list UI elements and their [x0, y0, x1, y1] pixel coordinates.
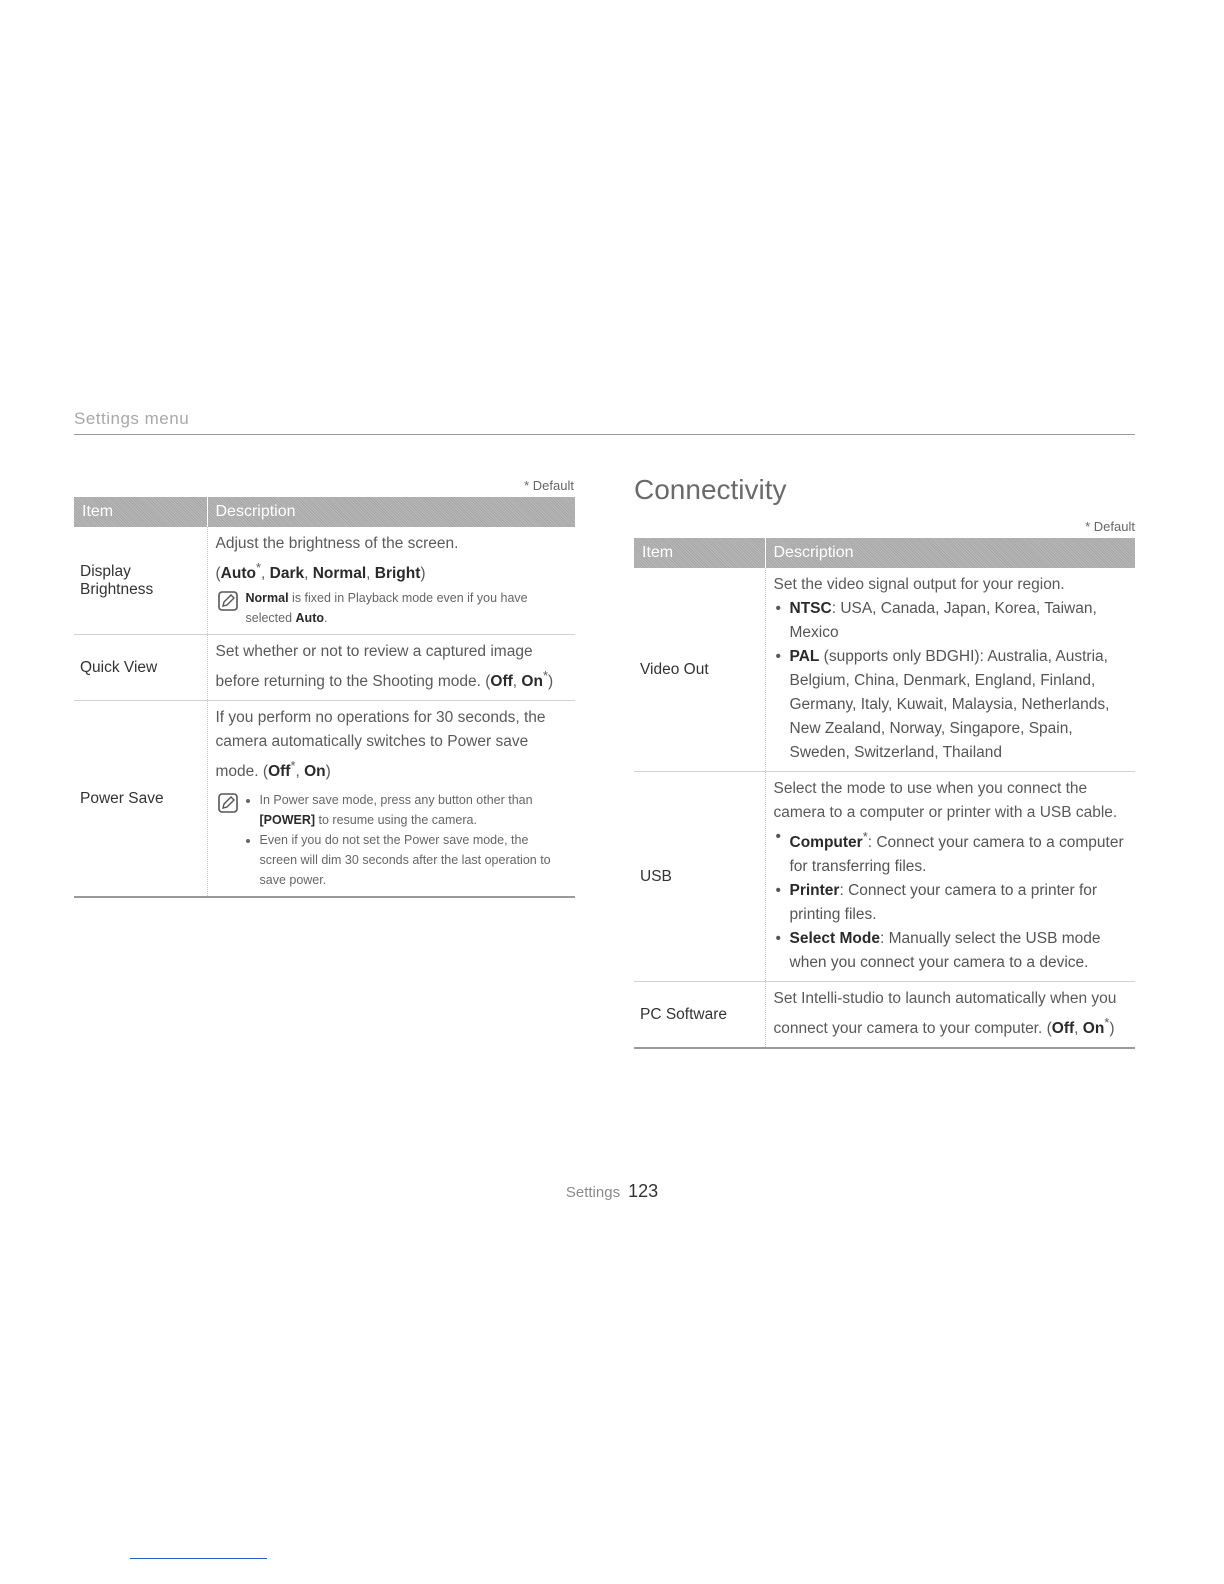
bottom-link-underline	[130, 1558, 267, 1559]
default-note-right: * Default	[1085, 519, 1135, 534]
list-item: • Select Mode: Manually select the USB mode when you connect your camera to a device.	[790, 927, 1128, 975]
page-footer	[0, 1181, 1224, 1202]
item-pc-software: PC Software	[634, 982, 765, 1049]
item-display-brightness: Display Brightness	[74, 527, 207, 635]
description-text: Set the video signal output for your region.	[773, 576, 1065, 593]
table-row	[74, 701, 575, 898]
note	[216, 790, 568, 890]
item-quick-view: Quick View	[74, 635, 207, 701]
description-text: Set Intelli-studio to launch automatically when you connect your camera to your computer.	[773, 990, 1117, 1038]
connectivity-table	[634, 538, 1135, 1049]
description-text: Adjust the brightness of the screen.	[215, 535, 459, 552]
note: Normal is fixed in Playback mode even if you have selected Auto.	[216, 588, 568, 628]
list-item: • PAL (supports only BDGHI): Australia, Austria, Belgium, China, Denmark, England, Finland, Germany, Italy, Kuwait, Malaysia, Netherlands, New Zealand, Norway, Singapore, Spain, Sweden, Switzerland, Thailand	[790, 645, 1128, 765]
list-item: • Computer*: Connect your camera to a computer for transferring files.	[790, 825, 1128, 879]
table-row	[74, 635, 575, 701]
table-row	[74, 527, 575, 635]
footer-section-label: Settings	[565, 1184, 621, 1201]
description-text: Set whether or not to review a captured image before returning to the Shooting mode.	[215, 643, 533, 691]
options-list: (Auto*, Dark, Normal, Bright)	[215, 560, 426, 583]
options-list: (Off, On*)	[485, 668, 554, 691]
description-text: If you perform no operations for 30 seconds, the camera automatically switches to Power save mode.	[215, 709, 546, 781]
note-pencil-icon	[218, 793, 238, 819]
table-row	[634, 982, 1135, 1049]
settings-table-left	[74, 497, 575, 898]
note-pencil-icon	[218, 591, 238, 617]
list-item: • NTSC: USA, Canada, Japan, Korea, Taiwan, Mexico	[790, 597, 1128, 645]
note-item: • Even if you do not set the Power save mode, the screen will dim 30 seconds after the last operation to save power.	[260, 830, 568, 890]
item-video-out: Video Out	[634, 568, 765, 772]
header-divider	[74, 434, 1135, 435]
options-list: (Off, On*)	[1046, 1015, 1115, 1038]
item-power-save: Power Save	[74, 701, 207, 898]
connectivity-heading: Connectivity	[634, 474, 787, 505]
video-standard-list	[774, 597, 1128, 765]
item-usb: USB	[634, 772, 765, 982]
table-row	[634, 568, 1135, 772]
description-text: Select the mode to use when you connect the camera to a computer or printer with a USB cable.	[773, 780, 1118, 821]
column-header-description: Description	[765, 538, 1135, 568]
column-header-item: Item	[74, 497, 207, 527]
column-header-item: Item	[634, 538, 765, 568]
page-number: 123	[628, 1181, 659, 1201]
options-list: (Off*, On)	[262, 758, 331, 781]
note-item: • In Power save mode, press any button other than [POWER] to resume using the camera.	[260, 790, 568, 830]
table-row	[634, 772, 1135, 982]
page-section-title: Settings menu	[74, 409, 190, 428]
usb-mode-list	[774, 825, 1128, 975]
list-item: • Printer: Connect your camera to a printer for printing files.	[790, 879, 1128, 927]
default-note-left: * Default	[524, 478, 574, 493]
column-header-description: Description	[207, 497, 575, 527]
